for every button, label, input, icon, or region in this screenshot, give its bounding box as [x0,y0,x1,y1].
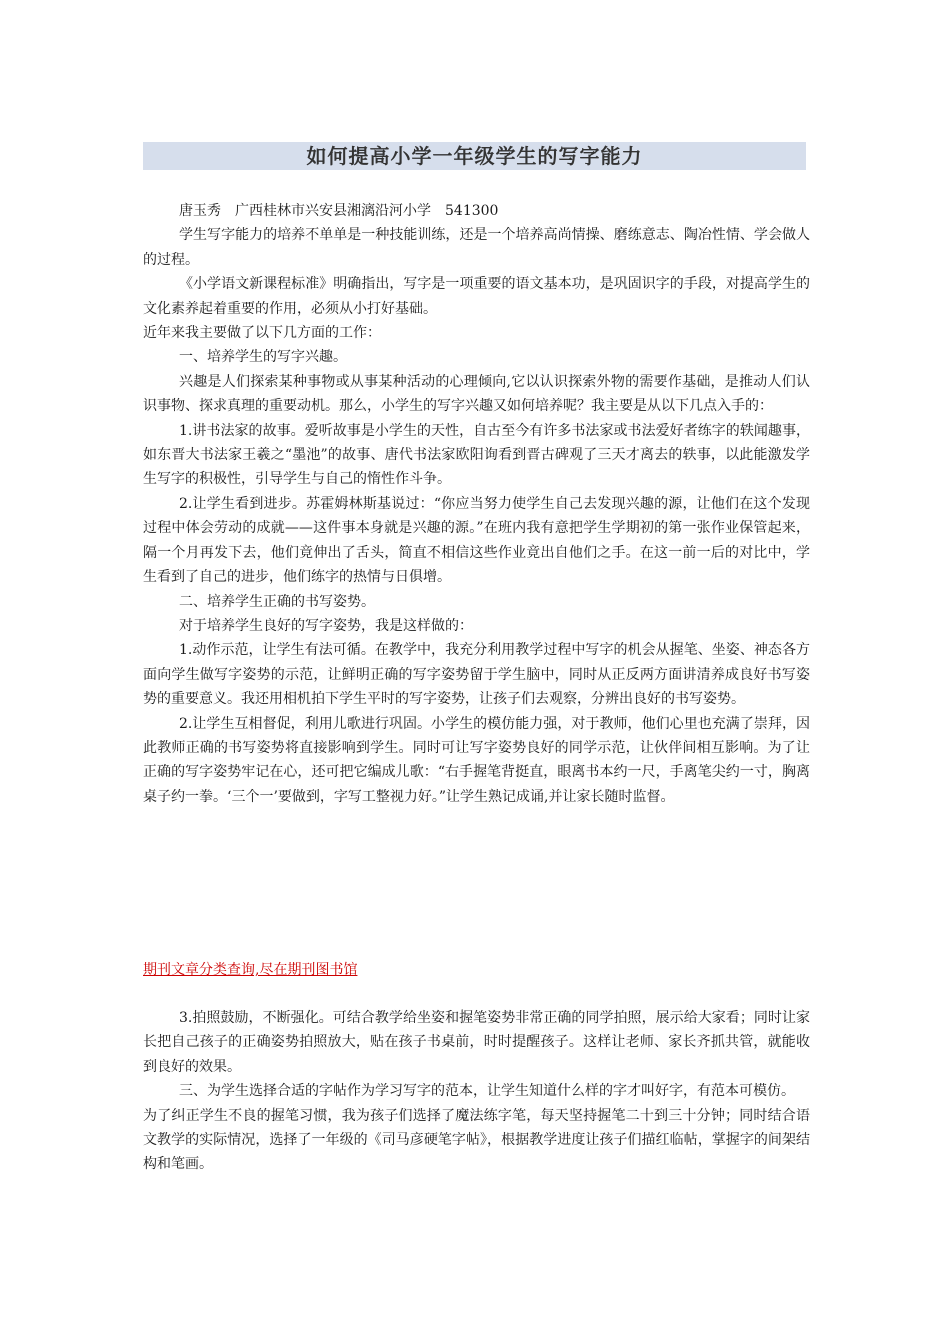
paragraph: 1.讲书法家的故事。爱听故事是小学生的天性，自古至今有许多书法家或书法爱好者练字的轶闻趣事，如东晋大书法家王羲之“墨池”的故事、唐代书法家欧阳询看到晋古碑观了三天才离去的轶事，以此能激发学生写字的积极性，引导学生与自己的惰性作斗争。 [143,422,810,488]
journal-link-block [143,958,357,982]
paragraph: 对于培养学生良好的写字姿势，我是这样做的： [179,617,473,634]
journal-category-link[interactable]: 期刊文章分类查询,尽在期刊图书馆 [143,962,358,978]
article-title: 如何提高小学一年级学生的写字能力 [143,142,806,170]
paragraph: 3.拍照鼓励，不断强化。可结合教学给坐姿和握笔姿势非常正确的同学拍照，展示给大家看；同时让家长把自己孩子的正确姿势拍照放大，贴在孩子书桌前，时时提醒孩子。这样让老师、家长齐抓共管，就能收到良好的效果。 [143,1010,810,1075]
article-body-continued [143,1006,810,1177]
section-heading: 二、培养学生正确的书写姿势。 [179,593,375,610]
section-heading: 一、培养学生的写字兴趣。 [179,349,347,366]
paragraph: 2.让学生互相督促，利用儿歌进行巩固。小学生的模仿能力强，对于教师，他们心里也充满了崇拜，因此教师正确的书写姿势将直接影响到学生。同时可让写字姿势良好的同学示范，让伙伴间相互影响。为了让正确的写字姿势牢记在心，还可把它编成儿歌：“右手握笔背挺直，眼离书本约一尺，手离笔尖约一寸，胸离桌子约一拳。‘三个一’要做到，字写工整视力好。”让学生熟记成诵,并让家长随时监督。 [143,715,810,805]
paragraph: 2.让学生看到进步。苏霍姆林斯基说过：“你应当努力使学生自己去发现兴趣的源，让他们在这个发现过程中体会劳动的成就——这件事本身就是兴趣的源。”在班内我有意把学生学期初的第一张作业保管起来，隔一个月再发下去，他们竟伸出了舌头，简直不相信这些作业竟出自他们之手。在这一前一后的对比中，学生看到了自己的进步，他们练字的热情与日俱增。 [143,495,810,586]
paragraph: 学生写字能力的培养不单单是一种技能训练，还是一个培养高尚情操、磨练意志、陶冶性情、学会做人的过程。 [143,227,810,268]
article-body [143,199,810,809]
section-heading: 三、为学生选择合适的字帖作为学习写字的范本，让学生知道什么样的字才叫好字，有范本可模仿。 [179,1083,795,1100]
paragraph: 1.动作示范，让学生有法可循。在教学中，我充分利用教学过程中写字的机会从握笔、坐姿、神态各方面向学生做写字姿势的示范，让鲜明正确的写字姿势留于学生脑中，同时从正反两方面讲清养成良好书写姿势的重要意义。我还用相机拍下学生平时的写字姿势，让孩子们去观察，分辨出良好的书写姿势。 [143,642,810,708]
paragraph: 为了纠正学生不良的握笔习惯，我为孩子们选择了魔法练字笔，每天坚持握笔二十到三十分钟；同时结合语文教学的实际情况，选择了一年级的《司马彦硬笔字帖》，根据教学进度让孩子们描红临帖，掌握字的间架结构和笔画。 [143,1107,810,1173]
paragraph: 兴趣是人们探索某种事物或从事某种活动的心理倾向,它以认识探索外物的需要作基础，是推动人们认识事物、探求真理的重要动机。那么，小学生的写字兴趣又如何培养呢？我主要是从以下几点入手的： [143,373,810,415]
author-line: 唐玉秀 广西桂林市兴安县湘漓沿河小学 541300 [179,203,499,219]
paragraph: 近年来我主要做了以下几方面的工作： [143,325,381,342]
paragraph: 《小学语文新课程标准》明确指出，写字是一项重要的语文基本功，是巩固识字的手段，对提高学生的文化素养起着重要的作用，必须从小打好基础。 [143,276,810,317]
